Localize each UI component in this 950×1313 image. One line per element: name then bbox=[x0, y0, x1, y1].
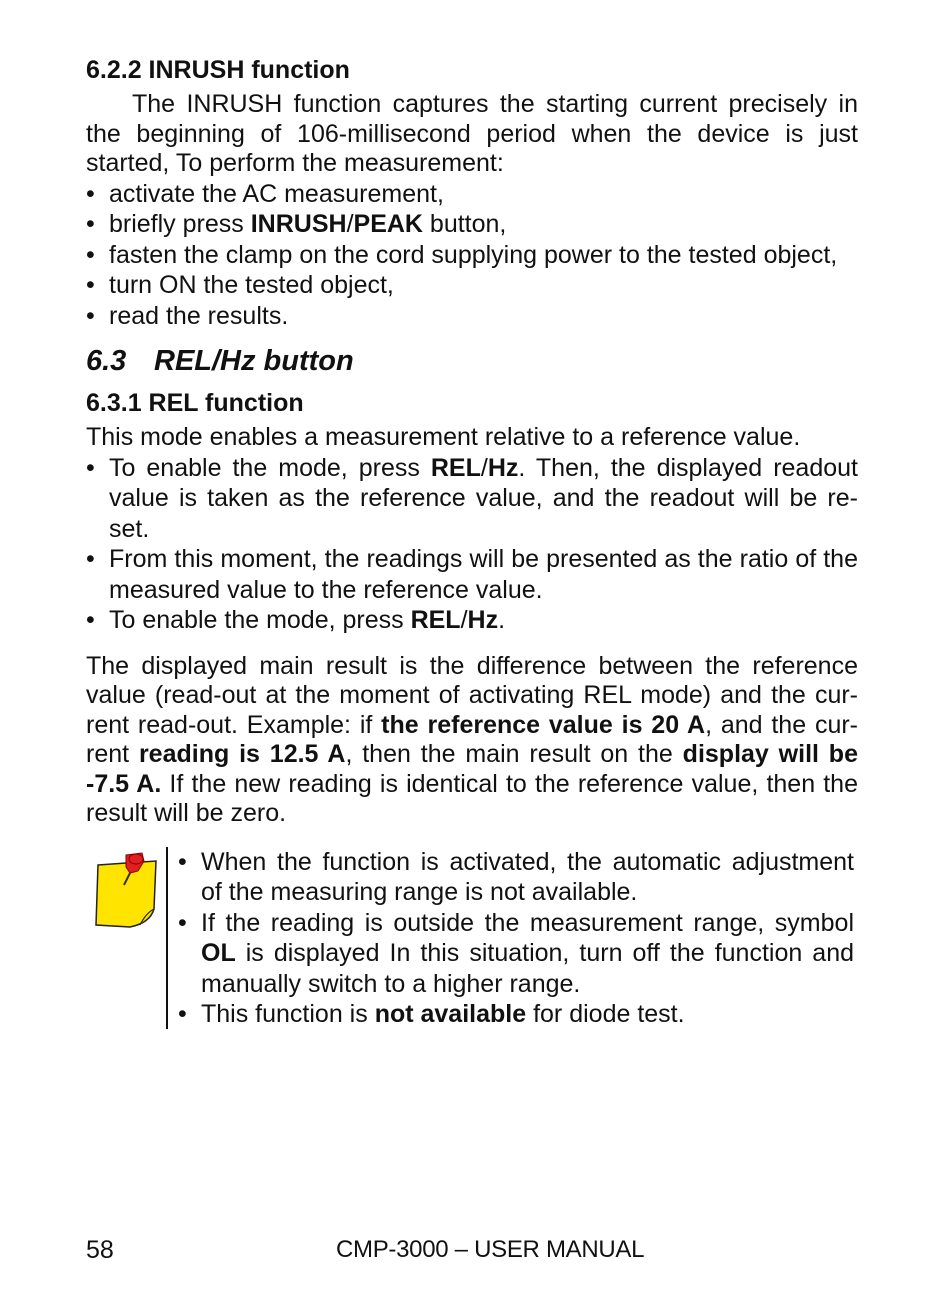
list-item: • fasten the clamp on the cord supplying power to the tested object, bbox=[86, 240, 858, 271]
section-heading-rel-hz: 6.3 REL/Hz button bbox=[86, 345, 354, 377]
list-item: • If the reading is outside the measurement range, symbol OL is displayed In this situation, turn off the function and manually switch to a higher range. bbox=[178, 908, 854, 1000]
inrush-intro: The INRUSH function captures the starting current precisely in the beginning of 106-millisecond period when the device is just started, To perform the measurement: bbox=[86, 90, 858, 177]
list-item: • read the results. bbox=[86, 301, 858, 332]
inrush-steps bbox=[86, 179, 858, 332]
rel-example-paragraph: The displayed main result is the difference between the reference value (read-out at the moment of activating REL mode) and the cur-rent read-out. Example: if the reference value is 20 A, and the cur-rent reading is 12.5 A, then the main result on the display will be -7.5 A. If the new reading is identical to the reference value, then the result will be zero. bbox=[86, 651, 858, 827]
manual-title: CMP-3000 – USER MANUAL bbox=[336, 1236, 645, 1263]
page-content bbox=[86, 54, 858, 1029]
subsection-heading-rel: 6.3.1 REL function bbox=[86, 389, 304, 417]
list-item: • briefly press INRUSH/PEAK button, bbox=[86, 209, 858, 240]
note-divider bbox=[166, 847, 168, 1029]
list-item: • To enable the mode, press REL/Hz. bbox=[86, 605, 858, 636]
list-item: • activate the AC measurement, bbox=[86, 179, 858, 210]
section-heading-inrush: 6.2.2 INRUSH function bbox=[86, 56, 350, 84]
list-item: • From this moment, the readings will be presented as the ratio of the measured value to the reference value. bbox=[86, 544, 858, 605]
note-list bbox=[178, 847, 854, 1030]
rel-steps bbox=[86, 453, 858, 636]
page-footer bbox=[86, 1236, 858, 1268]
rel-intro: This mode enables a measurement relative to a reference value. bbox=[86, 423, 801, 451]
list-item: • To enable the mode, press REL/Hz. Then, the displayed readout value is taken as the reference value, and the readout will be re-set. bbox=[86, 453, 858, 545]
page-number: 58 bbox=[86, 1236, 114, 1264]
note-box bbox=[86, 847, 858, 1029]
pushpin-note-icon bbox=[90, 851, 170, 931]
list-item: • This function is not available for diode test. bbox=[178, 999, 854, 1030]
list-item: • turn ON the tested object, bbox=[86, 270, 858, 301]
list-item: • When the function is activated, the automatic adjustment of the measuring range is not available. bbox=[178, 847, 854, 908]
